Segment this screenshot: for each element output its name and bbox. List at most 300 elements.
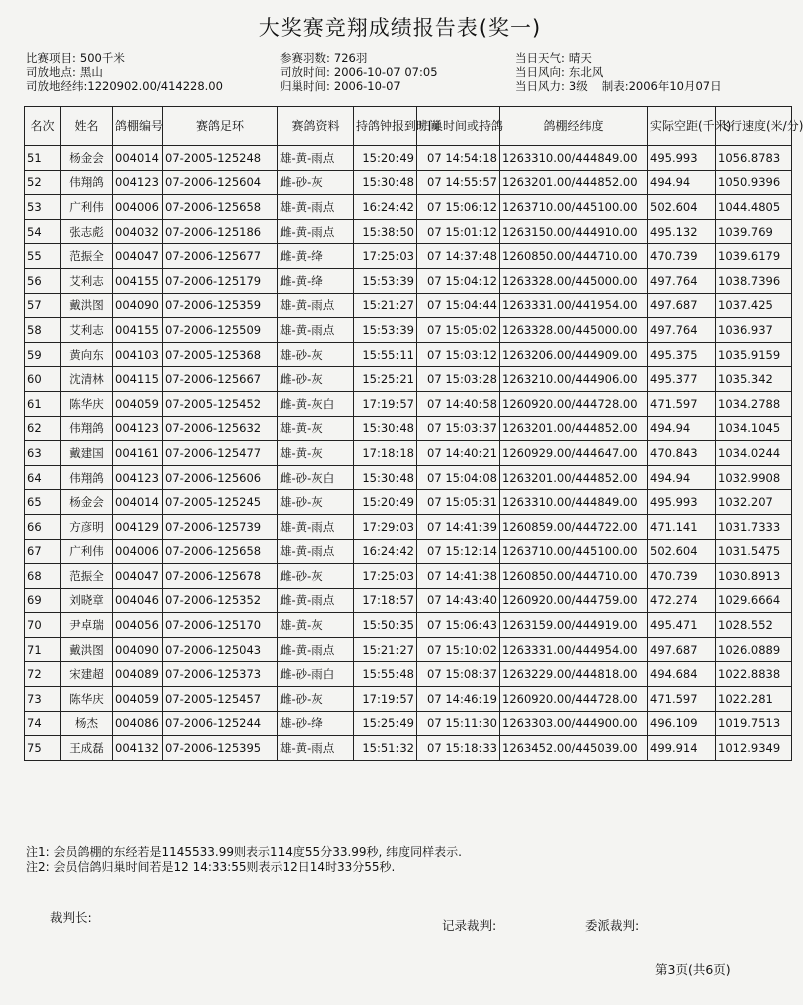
cell-rank: 75 xyxy=(25,736,61,761)
cell-pigeon-info: 雌-砂-灰白 xyxy=(278,465,354,490)
cell-name: 尹卓瑞 xyxy=(61,613,113,638)
cell-speed: 1056.8783 xyxy=(716,146,792,171)
cell-name: 方彦明 xyxy=(61,514,113,539)
cell-ring: 07-2006-125477 xyxy=(163,441,278,466)
cell-return-time: 07 14:41:38 xyxy=(417,564,500,589)
cell-return-time: 07 15:04:12 xyxy=(417,268,500,293)
info-block-middle xyxy=(280,51,438,93)
cell-return-time: 07 15:12:14 xyxy=(417,539,500,564)
cell-pigeon-info: 雄-砂-灰 xyxy=(278,342,354,367)
cell-loft-coords: 1263303.00/444900.00 xyxy=(500,711,648,736)
table-row xyxy=(25,588,792,613)
cell-ring: 07-2006-125244 xyxy=(163,711,278,736)
cell-pigeon-info: 雌-黄-雨点 xyxy=(278,588,354,613)
cell-name: 艾利志 xyxy=(61,318,113,343)
cell-loft-no: 004123 xyxy=(113,170,163,195)
cell-pigeon-info: 雌-黄-灰白 xyxy=(278,391,354,416)
cell-loft-no: 004006 xyxy=(113,195,163,220)
cell-distance: 495.471 xyxy=(648,613,716,638)
commission-referee-signature: 委派裁判: xyxy=(585,918,640,933)
header-col-pigeon-info: 赛鸽资料 xyxy=(278,107,354,146)
table-row xyxy=(25,416,792,441)
cell-loft-coords: 1263229.00/444818.00 xyxy=(500,662,648,687)
cell-speed: 1039.6179 xyxy=(716,244,792,269)
cell-pigeon-info: 雄-黄-雨点 xyxy=(278,514,354,539)
cell-speed: 1035.9159 xyxy=(716,342,792,367)
cell-clock-time: 16:24:42 xyxy=(354,195,417,220)
cell-return-time: 07 15:06:12 xyxy=(417,195,500,220)
cell-speed: 1034.2788 xyxy=(716,391,792,416)
cell-return-time: 07 14:37:48 xyxy=(417,244,500,269)
cell-distance: 497.764 xyxy=(648,318,716,343)
cell-loft-no: 004059 xyxy=(113,687,163,712)
cell-distance: 496.109 xyxy=(648,711,716,736)
table-row xyxy=(25,342,792,367)
cell-distance: 495.132 xyxy=(648,219,716,244)
cell-speed: 1032.9908 xyxy=(716,465,792,490)
info-block-right xyxy=(515,51,722,93)
cell-pigeon-info: 雄-黄-雨点 xyxy=(278,293,354,318)
cell-loft-no: 004006 xyxy=(113,539,163,564)
cell-pigeon-info: 雄-黄-雨点 xyxy=(278,318,354,343)
cell-rank: 59 xyxy=(25,342,61,367)
cell-ring: 07-2006-125739 xyxy=(163,514,278,539)
cell-speed: 1026.0889 xyxy=(716,637,792,662)
cell-distance: 470.739 xyxy=(648,244,716,269)
cell-loft-no: 004032 xyxy=(113,219,163,244)
entries-value: 726羽 xyxy=(333,51,368,65)
cell-loft-coords: 1260850.00/444710.00 xyxy=(500,244,648,269)
cell-speed: 1022.8838 xyxy=(716,662,792,687)
header-col-clock-time: 持鸽钟报到时间 xyxy=(354,107,417,146)
cell-clock-time: 15:30:48 xyxy=(354,465,417,490)
cell-ring: 07-2005-125248 xyxy=(163,146,278,171)
cell-distance: 471.597 xyxy=(648,391,716,416)
header-col-return-time: 归巢时间或持鸽 xyxy=(417,107,500,146)
cell-distance: 470.739 xyxy=(648,564,716,589)
cell-ring: 07-2006-125043 xyxy=(163,637,278,662)
cell-loft-coords: 1263452.00/445039.00 xyxy=(500,736,648,761)
weather-value: 晴天 xyxy=(568,51,592,65)
cell-loft-coords: 1263331.00/441954.00 xyxy=(500,293,648,318)
release-time-value: 2006-10-07 07:05 xyxy=(333,65,438,79)
cell-ring: 07-2006-125667 xyxy=(163,367,278,392)
cell-loft-no: 004155 xyxy=(113,268,163,293)
cell-loft-coords: 1263331.00/444954.00 xyxy=(500,637,648,662)
cell-name: 范振全 xyxy=(61,564,113,589)
cell-name: 王成磊 xyxy=(61,736,113,761)
cell-rank: 65 xyxy=(25,490,61,515)
cell-return-time: 07 14:43:40 xyxy=(417,588,500,613)
cell-rank: 62 xyxy=(25,416,61,441)
cell-rank: 51 xyxy=(25,146,61,171)
wind-force-label: 当日风力: xyxy=(515,79,565,93)
cell-clock-time: 15:55:11 xyxy=(354,342,417,367)
cell-loft-coords: 1263201.00/444852.00 xyxy=(500,465,648,490)
cell-loft-no: 004123 xyxy=(113,465,163,490)
cell-rank: 71 xyxy=(25,637,61,662)
cell-pigeon-info: 雄-砂-灰 xyxy=(278,490,354,515)
cell-loft-coords: 1263328.00/445000.00 xyxy=(500,318,648,343)
cell-speed: 1031.7333 xyxy=(716,514,792,539)
cell-return-time: 07 15:03:28 xyxy=(417,367,500,392)
cell-pigeon-info: 雌-砂-灰 xyxy=(278,170,354,195)
header-col-loft-no: 鸽棚编号 xyxy=(113,107,163,146)
cell-clock-time: 15:53:39 xyxy=(354,318,417,343)
wind-direction-label: 当日风向: xyxy=(515,65,565,79)
cell-clock-time: 15:30:48 xyxy=(354,416,417,441)
cell-loft-coords: 1263328.00/445000.00 xyxy=(500,268,648,293)
cell-distance: 472.274 xyxy=(648,588,716,613)
cell-return-time: 07 14:55:57 xyxy=(417,170,500,195)
table-row xyxy=(25,637,792,662)
cell-loft-coords: 1263310.00/444849.00 xyxy=(500,490,648,515)
cell-distance: 494.94 xyxy=(648,416,716,441)
cell-distance: 497.687 xyxy=(648,293,716,318)
cell-rank: 55 xyxy=(25,244,61,269)
cell-ring: 07-2006-125658 xyxy=(163,539,278,564)
footnote-1: 注1: 会员鸽棚的东经若是1145533.99则表示114度55分33.99秒, 纬度同样表示. xyxy=(26,845,462,859)
cell-return-time: 07 14:40:21 xyxy=(417,441,500,466)
cell-loft-no: 004115 xyxy=(113,367,163,392)
header-col-ring: 赛鸽足环 xyxy=(163,107,278,146)
table-row xyxy=(25,195,792,220)
cell-clock-time: 15:25:49 xyxy=(354,711,417,736)
cell-name: 范振全 xyxy=(61,244,113,269)
cell-loft-no: 004056 xyxy=(113,613,163,638)
cell-ring: 07-2006-125658 xyxy=(163,195,278,220)
record-referee-signature: 记录裁判: xyxy=(442,918,497,933)
cell-name: 艾利志 xyxy=(61,268,113,293)
table-row xyxy=(25,662,792,687)
cell-speed: 1012.9349 xyxy=(716,736,792,761)
made-value: 2006年10月07日 xyxy=(628,79,722,93)
table-row xyxy=(25,219,792,244)
cell-ring: 07-2006-125677 xyxy=(163,244,278,269)
cell-speed: 1037.425 xyxy=(716,293,792,318)
cell-speed: 1038.7396 xyxy=(716,268,792,293)
cell-pigeon-info: 雄-黄-雨点 xyxy=(278,736,354,761)
cell-distance: 497.687 xyxy=(648,637,716,662)
results-table xyxy=(24,106,803,761)
cell-loft-coords: 1263206.00/444909.00 xyxy=(500,342,648,367)
cell-distance: 471.141 xyxy=(648,514,716,539)
cell-ring: 07-2005-125452 xyxy=(163,391,278,416)
cell-loft-no: 004103 xyxy=(113,342,163,367)
cell-pigeon-info: 雄-黄-雨点 xyxy=(278,146,354,171)
cell-distance: 499.914 xyxy=(648,736,716,761)
cell-loft-coords: 1263201.00/444852.00 xyxy=(500,416,648,441)
cell-loft-coords: 1260920.00/444728.00 xyxy=(500,391,648,416)
cell-name: 戴洪图 xyxy=(61,293,113,318)
footnote-2: 注2: 会员信鸽归巢时间若是12 14:33:55则表示12日14时33分55秒. xyxy=(26,860,396,874)
cell-clock-time: 16:24:42 xyxy=(354,539,417,564)
cell-loft-coords: 1263310.00/444849.00 xyxy=(500,146,648,171)
cell-name: 伟翔鸽 xyxy=(61,416,113,441)
cell-loft-no: 004132 xyxy=(113,736,163,761)
cell-loft-coords: 1263210.00/444906.00 xyxy=(500,367,648,392)
header-col-rank: 名次 xyxy=(25,107,61,146)
cell-clock-time: 15:53:39 xyxy=(354,268,417,293)
table-header-row xyxy=(25,107,792,146)
cell-name: 沈清林 xyxy=(61,367,113,392)
cell-ring: 07-2005-125457 xyxy=(163,687,278,712)
table-row xyxy=(25,687,792,712)
cell-loft-coords: 1260859.00/444722.00 xyxy=(500,514,648,539)
footnotes xyxy=(26,845,462,875)
cell-clock-time: 15:21:27 xyxy=(354,293,417,318)
cell-speed: 1031.5475 xyxy=(716,539,792,564)
cell-rank: 74 xyxy=(25,711,61,736)
cell-pigeon-info: 雄-黄-雨点 xyxy=(278,195,354,220)
cell-speed: 1036.937 xyxy=(716,318,792,343)
cell-clock-time: 17:18:18 xyxy=(354,441,417,466)
cell-rank: 54 xyxy=(25,219,61,244)
cell-distance: 494.94 xyxy=(648,170,716,195)
cell-name: 杨金会 xyxy=(61,146,113,171)
cell-speed: 1032.207 xyxy=(716,490,792,515)
cell-name: 伟翔鸽 xyxy=(61,465,113,490)
cell-loft-coords: 1263150.00/444910.00 xyxy=(500,219,648,244)
cell-name: 张志彪 xyxy=(61,219,113,244)
cell-clock-time: 17:19:57 xyxy=(354,687,417,712)
table-row xyxy=(25,244,792,269)
cell-pigeon-info: 雄-黄-灰 xyxy=(278,613,354,638)
cell-loft-coords: 1263159.00/444919.00 xyxy=(500,613,648,638)
table-row xyxy=(25,268,792,293)
release-coords-value: 1220902.00/414228.00 xyxy=(87,79,223,93)
cell-loft-no: 004089 xyxy=(113,662,163,687)
cell-ring: 07-2006-125678 xyxy=(163,564,278,589)
cell-rank: 63 xyxy=(25,441,61,466)
cell-clock-time: 15:20:49 xyxy=(354,146,417,171)
cell-pigeon-info: 雌-黄-绛 xyxy=(278,268,354,293)
cell-loft-no: 004129 xyxy=(113,514,163,539)
return-time-value: 2006-10-07 xyxy=(333,79,401,93)
release-place-label: 司放地点: xyxy=(26,65,76,79)
cell-ring: 07-2006-125170 xyxy=(163,613,278,638)
table-row xyxy=(25,367,792,392)
cell-return-time: 07 14:54:18 xyxy=(417,146,500,171)
table-row xyxy=(25,490,792,515)
cell-rank: 53 xyxy=(25,195,61,220)
cell-return-time: 07 15:06:43 xyxy=(417,613,500,638)
cell-ring: 07-2005-125245 xyxy=(163,490,278,515)
cell-rank: 57 xyxy=(25,293,61,318)
cell-loft-coords: 1260929.00/444647.00 xyxy=(500,441,648,466)
cell-rank: 67 xyxy=(25,539,61,564)
cell-clock-time: 15:38:50 xyxy=(354,219,417,244)
cell-clock-time: 17:25:03 xyxy=(354,244,417,269)
cell-return-time: 07 15:03:37 xyxy=(417,416,500,441)
cell-ring: 07-2006-125604 xyxy=(163,170,278,195)
cell-pigeon-info: 雄-砂-绛 xyxy=(278,711,354,736)
cell-return-time: 07 15:04:44 xyxy=(417,293,500,318)
entries-label: 参赛羽数: xyxy=(280,51,330,65)
table-row xyxy=(25,391,792,416)
cell-loft-no: 004046 xyxy=(113,588,163,613)
cell-ring: 07-2006-125352 xyxy=(163,588,278,613)
table-row xyxy=(25,564,792,589)
cell-loft-no: 004047 xyxy=(113,564,163,589)
cell-rank: 56 xyxy=(25,268,61,293)
page-title: 大奖赛竞翔成绩报告表(奖一) xyxy=(258,16,542,40)
cell-name: 刘晓章 xyxy=(61,588,113,613)
chief-referee-signature: 裁判长: xyxy=(50,910,92,925)
cell-distance: 502.604 xyxy=(648,539,716,564)
cell-loft-no: 004059 xyxy=(113,391,163,416)
cell-return-time: 07 15:11:30 xyxy=(417,711,500,736)
cell-speed: 1030.8913 xyxy=(716,564,792,589)
cell-return-time: 07 14:41:39 xyxy=(417,514,500,539)
cell-distance: 470.843 xyxy=(648,441,716,466)
cell-return-time: 07 15:05:31 xyxy=(417,490,500,515)
cell-ring: 07-2006-125632 xyxy=(163,416,278,441)
cell-ring: 07-2006-125179 xyxy=(163,268,278,293)
cell-loft-no: 004123 xyxy=(113,416,163,441)
cell-rank: 52 xyxy=(25,170,61,195)
cell-loft-coords: 1263710.00/445100.00 xyxy=(500,539,648,564)
cell-distance: 497.764 xyxy=(648,268,716,293)
cell-pigeon-info: 雌-砂-灰 xyxy=(278,367,354,392)
cell-return-time: 07 15:08:37 xyxy=(417,662,500,687)
cell-speed: 1022.281 xyxy=(716,687,792,712)
cell-return-time: 07 15:10:02 xyxy=(417,637,500,662)
info-block-left xyxy=(26,51,223,93)
cell-return-time: 07 15:18:33 xyxy=(417,736,500,761)
cell-return-time: 07 14:40:58 xyxy=(417,391,500,416)
cell-pigeon-info: 雌-黄-雨点 xyxy=(278,219,354,244)
table-row xyxy=(25,465,792,490)
cell-ring: 07-2006-125359 xyxy=(163,293,278,318)
cell-loft-no: 004090 xyxy=(113,293,163,318)
cell-rank: 73 xyxy=(25,687,61,712)
header-col-name: 姓名 xyxy=(61,107,113,146)
cell-clock-time: 15:51:32 xyxy=(354,736,417,761)
cell-name: 杨杰 xyxy=(61,711,113,736)
cell-return-time: 07 15:05:02 xyxy=(417,318,500,343)
cell-loft-no: 004161 xyxy=(113,441,163,466)
cell-loft-coords: 1260920.00/444728.00 xyxy=(500,687,648,712)
cell-name: 广利伟 xyxy=(61,195,113,220)
cell-rank: 60 xyxy=(25,367,61,392)
table-row xyxy=(25,736,792,761)
release-coords-label: 司放地经纬: xyxy=(26,79,88,93)
cell-rank: 61 xyxy=(25,391,61,416)
table-row xyxy=(25,613,792,638)
cell-distance: 502.604 xyxy=(648,195,716,220)
cell-loft-no: 004086 xyxy=(113,711,163,736)
cell-loft-coords: 1260920.00/444759.00 xyxy=(500,588,648,613)
table-row xyxy=(25,514,792,539)
cell-return-time: 07 14:46:19 xyxy=(417,687,500,712)
header-col-distance: 实际空距(千米) xyxy=(648,107,716,146)
table-row xyxy=(25,539,792,564)
cell-clock-time: 17:29:03 xyxy=(354,514,417,539)
cell-speed: 1028.552 xyxy=(716,613,792,638)
cell-name: 戴洪图 xyxy=(61,637,113,662)
header-col-speed: 飞行速度(米/分) xyxy=(716,107,792,146)
cell-ring: 07-2005-125368 xyxy=(163,342,278,367)
wind-direction-value: 东北风 xyxy=(568,65,604,79)
cell-ring: 07-2006-125509 xyxy=(163,318,278,343)
made-label: 制表: xyxy=(601,79,629,93)
release-time-label: 司放时间: xyxy=(280,65,330,79)
header-col-loft-coords: 鸽棚经纬度 xyxy=(500,107,648,146)
cell-clock-time: 17:18:57 xyxy=(354,588,417,613)
cell-name: 陈华庆 xyxy=(61,687,113,712)
event-value: 500千米 xyxy=(79,51,125,65)
cell-pigeon-info: 雄-黄-灰 xyxy=(278,441,354,466)
cell-clock-time: 15:50:35 xyxy=(354,613,417,638)
cell-clock-time: 15:21:27 xyxy=(354,637,417,662)
return-time-label: 归巢时间: xyxy=(280,79,330,93)
table-row xyxy=(25,146,792,171)
cell-name: 陈华庆 xyxy=(61,391,113,416)
cell-speed: 1039.769 xyxy=(716,219,792,244)
cell-ring: 07-2006-125186 xyxy=(163,219,278,244)
cell-return-time: 07 15:03:12 xyxy=(417,342,500,367)
cell-rank: 68 xyxy=(25,564,61,589)
cell-ring: 07-2006-125395 xyxy=(163,736,278,761)
cell-distance: 495.375 xyxy=(648,342,716,367)
cell-distance: 495.993 xyxy=(648,490,716,515)
cell-clock-time: 15:25:21 xyxy=(354,367,417,392)
cell-loft-no: 004014 xyxy=(113,146,163,171)
cell-pigeon-info: 雄-黄-灰 xyxy=(278,416,354,441)
cell-loft-coords: 1263710.00/445100.00 xyxy=(500,195,648,220)
cell-rank: 58 xyxy=(25,318,61,343)
cell-rank: 66 xyxy=(25,514,61,539)
cell-rank: 69 xyxy=(25,588,61,613)
weather-label: 当日天气: xyxy=(515,51,565,65)
cell-distance: 495.993 xyxy=(648,146,716,171)
cell-return-time: 07 15:04:08 xyxy=(417,465,500,490)
page-number: 第3页(共6页) xyxy=(655,962,731,977)
cell-return-time: 07 15:01:12 xyxy=(417,219,500,244)
cell-name: 杨金会 xyxy=(61,490,113,515)
cell-rank: 64 xyxy=(25,465,61,490)
cell-pigeon-info: 雄-黄-雨点 xyxy=(278,539,354,564)
cell-clock-time: 17:19:57 xyxy=(354,391,417,416)
cell-pigeon-info: 雌-黄-雨点 xyxy=(278,637,354,662)
table-row xyxy=(25,711,792,736)
cell-pigeon-info: 雌-黄-绛 xyxy=(278,244,354,269)
cell-loft-no: 004090 xyxy=(113,637,163,662)
cell-name: 宋建超 xyxy=(61,662,113,687)
cell-name: 黄向东 xyxy=(61,342,113,367)
cell-loft-no: 004155 xyxy=(113,318,163,343)
cell-pigeon-info: 雌-砂-灰 xyxy=(278,687,354,712)
cell-ring: 07-2006-125373 xyxy=(163,662,278,687)
wind-force-value: 3级 xyxy=(568,79,588,93)
table-row xyxy=(25,293,792,318)
cell-speed: 1029.6664 xyxy=(716,588,792,613)
cell-clock-time: 17:25:03 xyxy=(354,564,417,589)
cell-pigeon-info: 雌-砂-灰 xyxy=(278,564,354,589)
cell-speed: 1034.1045 xyxy=(716,416,792,441)
table-row xyxy=(25,441,792,466)
cell-name: 伟翔鸽 xyxy=(61,170,113,195)
cell-rank: 70 xyxy=(25,613,61,638)
table-row xyxy=(25,318,792,343)
cell-rank: 72 xyxy=(25,662,61,687)
cell-distance: 471.597 xyxy=(648,687,716,712)
cell-ring: 07-2006-125606 xyxy=(163,465,278,490)
cell-pigeon-info: 雌-砂-雨白 xyxy=(278,662,354,687)
cell-distance: 495.377 xyxy=(648,367,716,392)
cell-loft-no: 004047 xyxy=(113,244,163,269)
